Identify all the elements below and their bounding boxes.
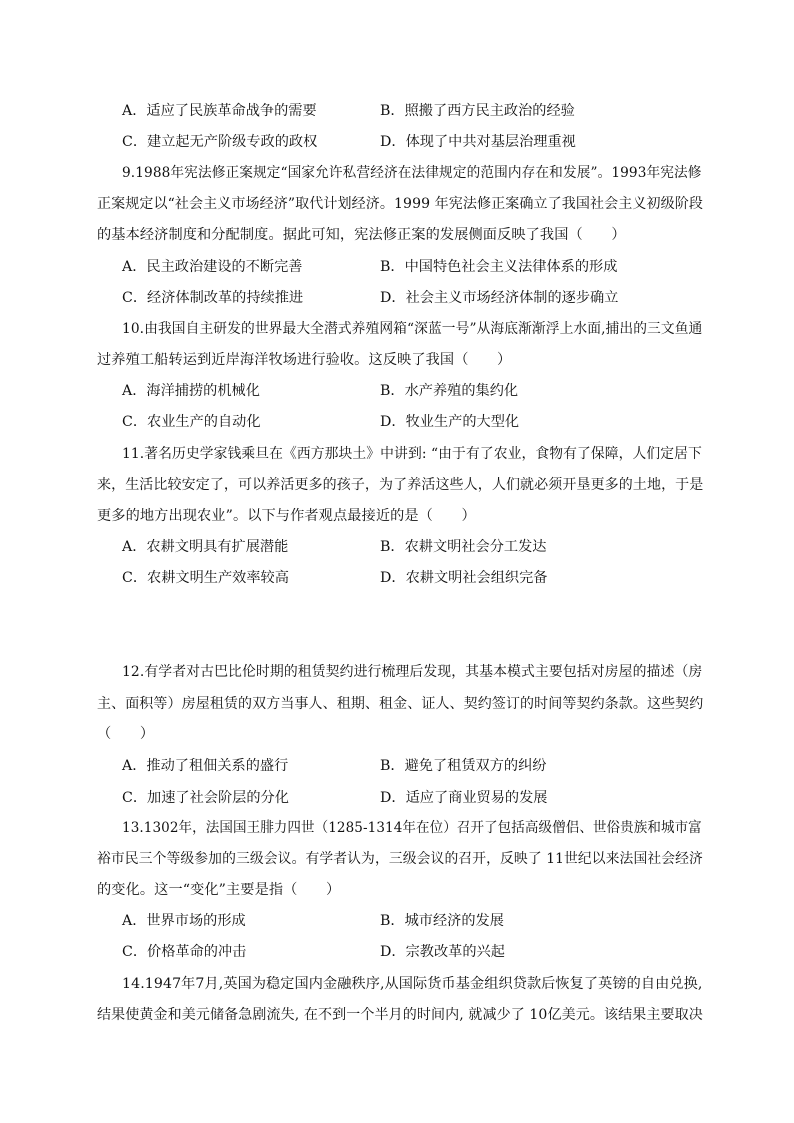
- q11-option-c: C．农耕文明生产效率较高: [122, 570, 289, 586]
- q8-option-d: D．体现了中共对基层治理重视: [380, 134, 576, 150]
- q10-option-b: B．水产养殖的集约化: [380, 383, 519, 399]
- q10-option-a: A．海洋捕捞的机械化: [122, 383, 260, 399]
- q13-option-c: C．价格革命的冲击: [122, 944, 247, 960]
- q13-option-b: B．城市经济的发展: [380, 913, 504, 929]
- q11-option-b: B．农耕文明社会分工发达: [380, 539, 547, 555]
- q9-option-a: A．民主政治建设的不断完善: [122, 259, 303, 275]
- q9-option-c: C．经济体制改革的持续推进: [122, 290, 304, 306]
- q10-stem-line-1: 10.由我国自主研发的世界最大全潜式养殖网箱“深蓝一号”从海底渐渐浮上水面,捕出的三文鱼通: [122, 321, 703, 337]
- q12-stem-line-2: 主、面积等）房屋租赁的双方当事人、租期、租金、证人、契约签订的时间等契约条款。这些契约: [97, 696, 704, 712]
- q12-option-b: B．避免了租赁双方的纠纷: [380, 758, 547, 774]
- q11-option-d: D．农耕文明社会组织完备: [380, 570, 548, 586]
- q11-stem-line-2: 来，生活比较安定了，可以养活更多的孩子，为了养活这些人，人们就必须开垦更多的土地，于是: [97, 477, 704, 493]
- q10-option-c: C．农业生产的自动化: [122, 414, 261, 430]
- q13-option-a: A．世界市场的形成: [122, 913, 246, 929]
- q8-option-b: B．照搬了西方民主政治的经验: [380, 103, 575, 119]
- q14-stem-line-1: 14.1947年7月,英国为稳定国内金融秩序,从国际货币基金组织贷款后恢复了英镑的自由兑换,: [122, 976, 703, 992]
- q13-option-d: D．宗教改革的兴起: [380, 944, 505, 960]
- q9-option-b: B．中国特色社会主义法律体系的形成: [380, 259, 618, 275]
- q8-option-c: C．建立起无产阶级专政的政权: [122, 134, 318, 150]
- q9-stem-line-3: 的基本经济制度和分配制度。据此可知，宪法修正案的发展侧面反映了我国（ ）: [97, 227, 626, 243]
- q8-option-a: A．适应了民族革命战争的需要: [122, 103, 317, 119]
- q11-stem-line-3: 更多的地方出现农业”。以下与作者观点最接近的是（ ）: [97, 508, 476, 524]
- q12-stem-line-1: 12.有学者对古巴比伦时期的租赁契约进行梳理后发现，其基本模式主要包括对房屋的描述（房: [122, 664, 703, 680]
- q13-stem-line-2: 裕市民三个等级参加的三级会议。有学者认为，三级会议的召开，反映了 11世纪以来法国社会经济: [97, 851, 703, 867]
- q12-option-d: D．适应了商业贸易的发展: [380, 790, 548, 806]
- q9-stem-line-1: 9.1988年宪法修正案规定“国家允许私营经济在法律规定的范围内存在和发展”。1993年宪法修: [122, 165, 702, 181]
- q12-option-a: A．推动了租佃关系的盛行: [122, 758, 289, 774]
- q10-stem-line-2: 过养殖工船转运到近岸海洋牧场进行验收。这反映了我国（ ）: [97, 352, 512, 368]
- q10-option-d: D．牧业生产的大型化: [380, 414, 520, 430]
- q12-option-c: C．加速了社会阶层的分化: [122, 790, 289, 806]
- q14-stem-line-2: 结果使黄金和美元储备急剧流失, 在不到一个半月的时间内, 就减少了 10亿美元。该结果主要取决: [97, 1007, 703, 1023]
- q13-stem-line-1: 13.1302年，法国国王腓力四世（1285-1314年在位）召开了包括高级僧侣、世俗贵族和城市富: [122, 820, 702, 836]
- q11-stem-line-1: 11.著名历史学家钱乘旦在《西方那块土》中讲到: “由于有了农业，食物有了保障，人们定居下: [122, 446, 702, 462]
- q11-option-a: A．农耕文明具有扩展潜能: [122, 539, 289, 555]
- q13-stem-line-3: 的变化。这一“变化”主要是指（ ）: [97, 882, 341, 898]
- q12-stem-line-3: （ ）: [97, 726, 155, 742]
- q9-option-d: D．社会主义市场经济体制的逐步确立: [380, 290, 619, 306]
- q9-stem-line-2: 正案规定以“社会主义市场经济”取代计划经济。1999 年宪法修正案确立了我国社会主义初级阶段: [97, 196, 704, 212]
